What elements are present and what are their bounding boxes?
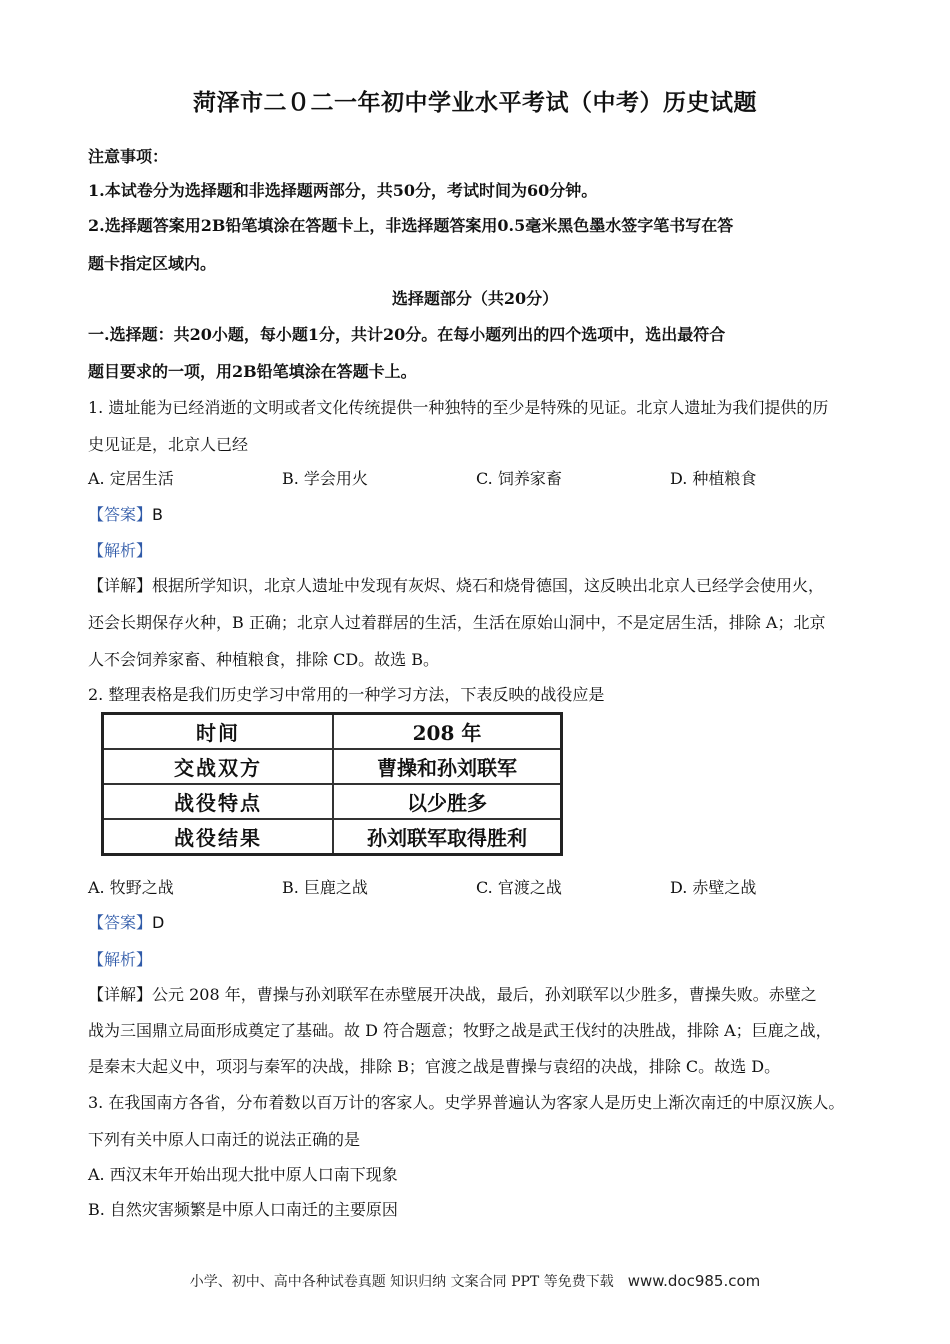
notice-heading: 注意事项： [88, 147, 169, 166]
q2-detail-line-1: 【详解】公元 208 年，曹操与孙刘联军在赤壁展开决战，最后，孙刘联军以少胜多，曹操失败。赤壁之 [88, 985, 817, 1004]
q2-detail-line-3: 是秦末大起义中，项羽与秦军的决战，排除 B；官渡之战是曹操与袁绍的决战，排除 C。故选 D。 [88, 1057, 781, 1076]
q1-option-a: A. 定居生活 [88, 469, 174, 488]
q1-answer [88, 502, 868, 525]
table-row [103, 819, 562, 855]
q1-detail-line-1: 【详解】根据所学知识，北京人遗址中发现有灰烬、烧石和烧骨德国，这反映出北京人已经学会使用火， [88, 576, 825, 595]
notice-item-2-line-2: 题卡指定区域内。 [88, 254, 217, 273]
q1-option-c: C. 饲养家畜 [476, 469, 562, 488]
q3-stem-line-2: 下列有关中原人口南迁的说法正确的是 [88, 1130, 361, 1149]
footer-url[interactable]: www.doc985.com [627, 1272, 761, 1290]
q2-answer-tag: 【答案】 [88, 913, 153, 932]
table-cell: 208 年 [333, 714, 562, 750]
q2-option-a: A. 牧野之战 [88, 878, 174, 897]
table-cell: 孙刘联军取得胜利 [333, 819, 562, 855]
battle-table [101, 712, 563, 856]
table-row [103, 714, 562, 750]
table-cell: 战役特点 [103, 784, 334, 819]
section-intro-line-2: 题目要求的一项，用2B铅笔填涂在答题卡上。 [88, 362, 417, 381]
q1-stem-line-1: 1. 遗址能为已经消逝的文明或者文化传统提供一种独特的至少是特殊的见证。北京人遗址为我们提供的历 [88, 398, 829, 417]
q1-stem-line-2: 史见证是，北京人已经 [88, 435, 249, 454]
q2-answer [88, 910, 868, 933]
table-cell: 曹操和孙刘联军 [333, 749, 562, 784]
q3-stem-line-1: 3. 在我国南方各省，分布着数以百万计的客家人。史学界普遍认为客家人是历史上渐次南迁的中原汉族人。 [88, 1093, 845, 1112]
q1-detail-line-3: 人不会饲养家畜、种植粮食，排除 CD。故选 B。 [88, 650, 440, 669]
q1-option-d: D. 种植粮食 [670, 469, 757, 488]
q2-analysis-tag: 【解析】 [88, 950, 153, 969]
q1-option-b: B. 学会用火 [282, 469, 368, 488]
table-row [103, 784, 562, 819]
q3-option-a: A. 西汉末年开始出现大批中原人口南下现象 [88, 1165, 398, 1184]
q2-option-c: C. 官渡之战 [476, 878, 562, 897]
page-title: 菏泽市二０二一年初中学业水平考试（中考）历史试题 [193, 89, 757, 116]
table-cell: 战役结果 [103, 819, 334, 855]
table-cell: 交战双方 [103, 749, 334, 784]
q1-answer-tag: 【答案】 [88, 505, 153, 524]
section-title: 选择题部分（共20分） [391, 289, 559, 308]
notice-item-1: 1.本试卷分为选择题和非选择题两部分，共50分，考试时间为60分钟。 [88, 181, 598, 200]
section-intro-line-1: 一.选择题：共20小题，每小题1分，共计20分。在每小题列出的四个选项中，选出最符合 [88, 325, 726, 344]
table-cell: 时间 [103, 714, 334, 750]
q2-option-b: B. 巨鹿之战 [282, 878, 368, 897]
footer-text: 小学、初中、高中各种试卷真题 知识归纳 文案合同 PPT 等免费下载 [189, 1274, 614, 1290]
q2-stem-line-1: 2. 整理表格是我们历史学习中常用的一种学习方法，下表反映的战役应是 [88, 685, 605, 704]
table-cell: 以少胜多 [333, 784, 562, 819]
q1-answer-value: B [152, 505, 163, 524]
page-footer [0, 1271, 950, 1291]
table-row [103, 749, 562, 784]
q2-detail-line-2: 战为三国鼎立局面形成奠定了基础。故 D 符合题意；牧野之战是武王伐纣的决胜战，排除 A；巨鹿之战， [88, 1021, 832, 1040]
q2-option-d: D. 赤壁之战 [670, 878, 757, 897]
q3-option-b: B. 自然灾害频繁是中原人口南迁的主要原因 [88, 1200, 398, 1219]
q1-analysis-tag: 【解析】 [88, 541, 153, 560]
notice-item-2-line-1: 2.选择题答案用2B铅笔填涂在答题卡上，非选择题答案用0.5毫米黑色墨水签字笔书写在答 [88, 216, 734, 235]
q2-answer-value: D [152, 913, 165, 932]
q1-detail-line-2: 还会长期保存火种，B 正确；北京人过着群居的生活，生活在原始山洞中，不是定居生活，排除 A；北京 [88, 613, 826, 632]
